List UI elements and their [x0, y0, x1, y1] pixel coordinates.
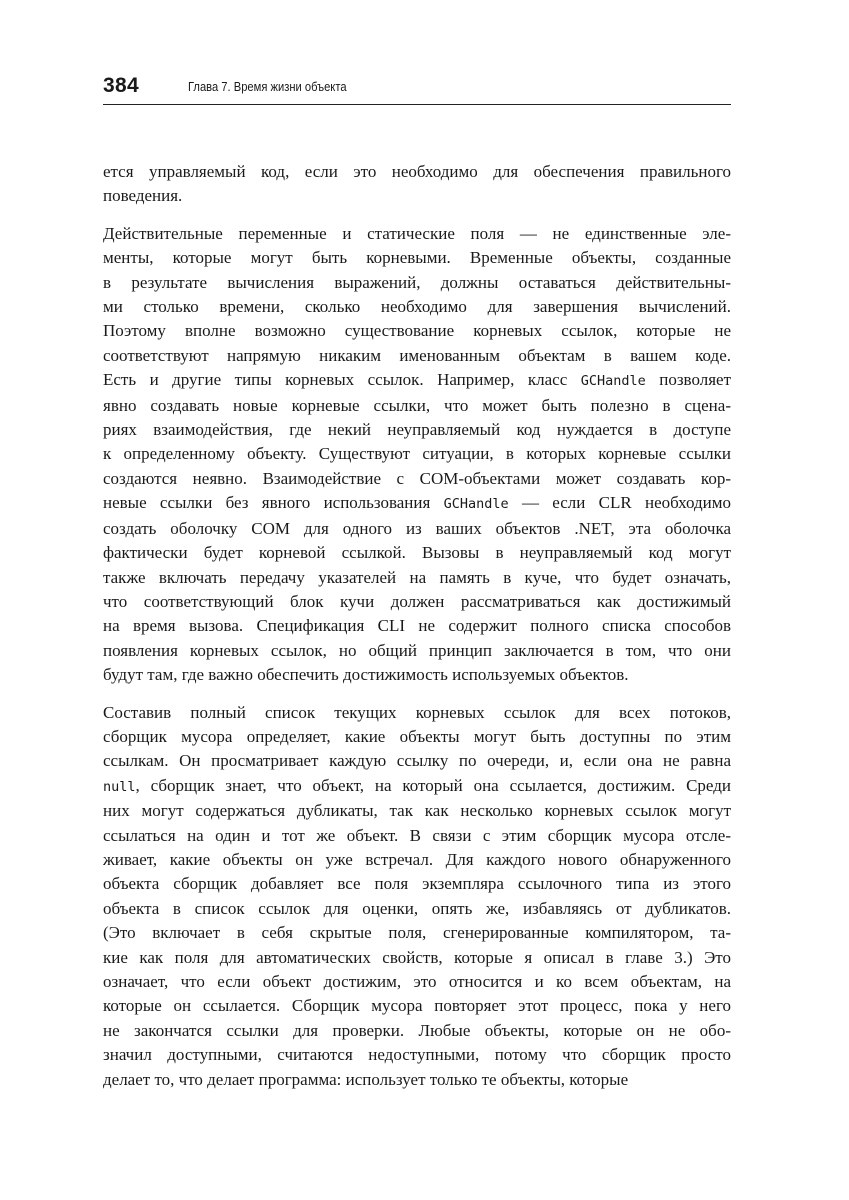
text-line — [103, 1019, 731, 1043]
text-line — [103, 946, 731, 970]
text-line — [103, 897, 731, 921]
text-line — [103, 566, 731, 590]
text-line — [103, 1043, 731, 1067]
text-run: — если CLR необходимо — [508, 493, 732, 513]
text-line — [103, 222, 731, 246]
text-line — [103, 160, 731, 184]
text-line — [103, 1068, 731, 1092]
text-line — [103, 824, 731, 848]
text-run: них могут содержаться дубликаты, так как несколько корневых ссылок могут — [103, 801, 731, 821]
text-run: объекта в список ссылок для оценки, опять же, избавляясь от дубликатов. — [103, 898, 731, 918]
text-run: живает, какие объекты он уже встречал. Для каждого нового обнаруженного — [103, 849, 731, 869]
text-line — [103, 639, 731, 663]
text-run: создаются неявно. Взаимодействие с COM-объектами может создавать кор- — [103, 468, 731, 488]
text-run: что соответствующий блок кучи должен рассматриваться как достижимый — [103, 591, 731, 611]
text-run: которые он ссылается. Сборщик мусора повторяет этот процесс, пока у него — [103, 996, 731, 1016]
text-line — [103, 394, 731, 418]
text-run: на время вызова. Спецификация CLI не содержит полного списка способов — [103, 616, 731, 636]
text-line — [103, 921, 731, 945]
text-run: позволяет — [645, 370, 732, 390]
text-run: не закончатся ссылки для проверки. Любые объекты, которые он не обо- — [103, 1020, 731, 1040]
text-line — [103, 614, 731, 638]
text-run: кие как поля для автоматических свойств, которые я описал в главе 3.) Это — [103, 947, 731, 967]
text-line — [103, 749, 731, 773]
text-line — [103, 368, 731, 393]
body-text — [103, 160, 731, 1105]
text-run: Есть и другие типы корневых ссылок. Например, класс — [103, 370, 581, 390]
text-line — [103, 701, 731, 725]
text-run: менты, которые могут быть корневыми. Временные объекты, созданные — [103, 248, 731, 268]
text-line — [103, 541, 731, 565]
text-run: означает, что если объект достижим, это относится и ко всем объектам, на — [103, 972, 731, 991]
text-line — [103, 442, 731, 466]
text-run: (Это включает в себя скрытые поля, сгенерированные компилятором, та- — [103, 923, 731, 943]
text-line — [103, 319, 731, 343]
running-header — [103, 74, 731, 105]
inline-code: null — [103, 778, 136, 795]
text-line — [103, 246, 731, 270]
text-run: поведения. — [103, 186, 183, 206]
text-line — [103, 872, 731, 896]
text-line — [103, 295, 731, 319]
text-run: объекта сборщик добавляет все поля экземпляра ссылочного типа из этого — [103, 874, 731, 894]
page-number: 384 — [103, 74, 139, 97]
text-line — [103, 848, 731, 872]
text-line — [103, 590, 731, 614]
text-line — [103, 663, 731, 687]
text-run: появления корневых ссылок, но общий принцип заключается в том, что они — [103, 640, 731, 660]
text-line — [103, 774, 731, 799]
text-run: в результате вычисления выражений, должны оставаться действительны- — [103, 272, 731, 292]
text-run: Поэтому вполне возможно существование корневых ссылок, которые не — [103, 321, 731, 341]
text-line — [103, 970, 731, 994]
text-line — [103, 344, 731, 368]
text-run: ссылкам. Он просматривает каждую ссылку по очереди, и, если она не равна — [103, 751, 731, 771]
text-run: также включать передачу указателей на память в куче, что будет означать, — [103, 567, 731, 587]
text-run: к определенному объекту. Существуют ситуации, в которых корневые ссылки — [103, 444, 731, 464]
text-run: соответствуют напрямую никаким именованным объектам в вашем коде. — [103, 345, 731, 365]
inline-code: GCHandle — [580, 373, 646, 390]
text-run: явно создавать новые корневые ссылки, что может быть полезно в сцена- — [103, 395, 731, 415]
text-line — [103, 725, 731, 749]
text-run: делает то, что делает программа: использует только те объекты, которые — [103, 1069, 629, 1089]
text-run: значил доступными, считаются недоступными, потому что сборщик просто — [103, 1045, 731, 1065]
text-run: Составив полный список текущих корневых ссылок для всех потоков, — [103, 702, 731, 722]
text-line — [103, 418, 731, 442]
text-line — [103, 517, 731, 541]
text-run: ссылаться на один и тот же объект. В связи с этим сборщик мусора отсле- — [103, 825, 731, 845]
paragraph — [103, 701, 731, 1093]
text-run: ми столько времени, сколько необходимо для завершения вычислений. — [103, 297, 731, 317]
text-line — [103, 467, 731, 491]
text-run: риях взаимодействия, где некий неуправляемый код нуждается в доступе — [103, 420, 731, 440]
text-line — [103, 799, 731, 823]
paragraph — [103, 222, 731, 688]
chapter-title: Глава 7. Время жизни объекта — [188, 79, 347, 94]
text-line — [103, 491, 731, 516]
text-run: , сборщик знает, что объект, на который она ссылается, достижим. Среди — [135, 775, 731, 795]
paragraph — [103, 160, 731, 209]
text-run: невые ссылки без явного использования — [103, 493, 444, 513]
text-run: сборщик мусора определяет, какие объекты могут быть доступны по этим — [103, 726, 731, 746]
text-run: будут там, где важно обеспечить достижимость используемых объектов. — [103, 665, 629, 685]
text-run: фактически будет корневой ссылкой. Вызовы в неуправляемый код могут — [103, 543, 731, 563]
text-run: создать оболочку COM для одного из ваших объектов .NET, эта оболочка — [103, 518, 731, 538]
text-run: ется управляемый код, если это необходимо для обеспечения правильного — [103, 162, 731, 181]
text-line — [103, 184, 731, 208]
text-run: Действительные переменные и статические поля — не единственные эле- — [103, 223, 731, 243]
text-line — [103, 271, 731, 295]
text-line — [103, 994, 731, 1018]
inline-code: GCHandle — [443, 496, 509, 513]
